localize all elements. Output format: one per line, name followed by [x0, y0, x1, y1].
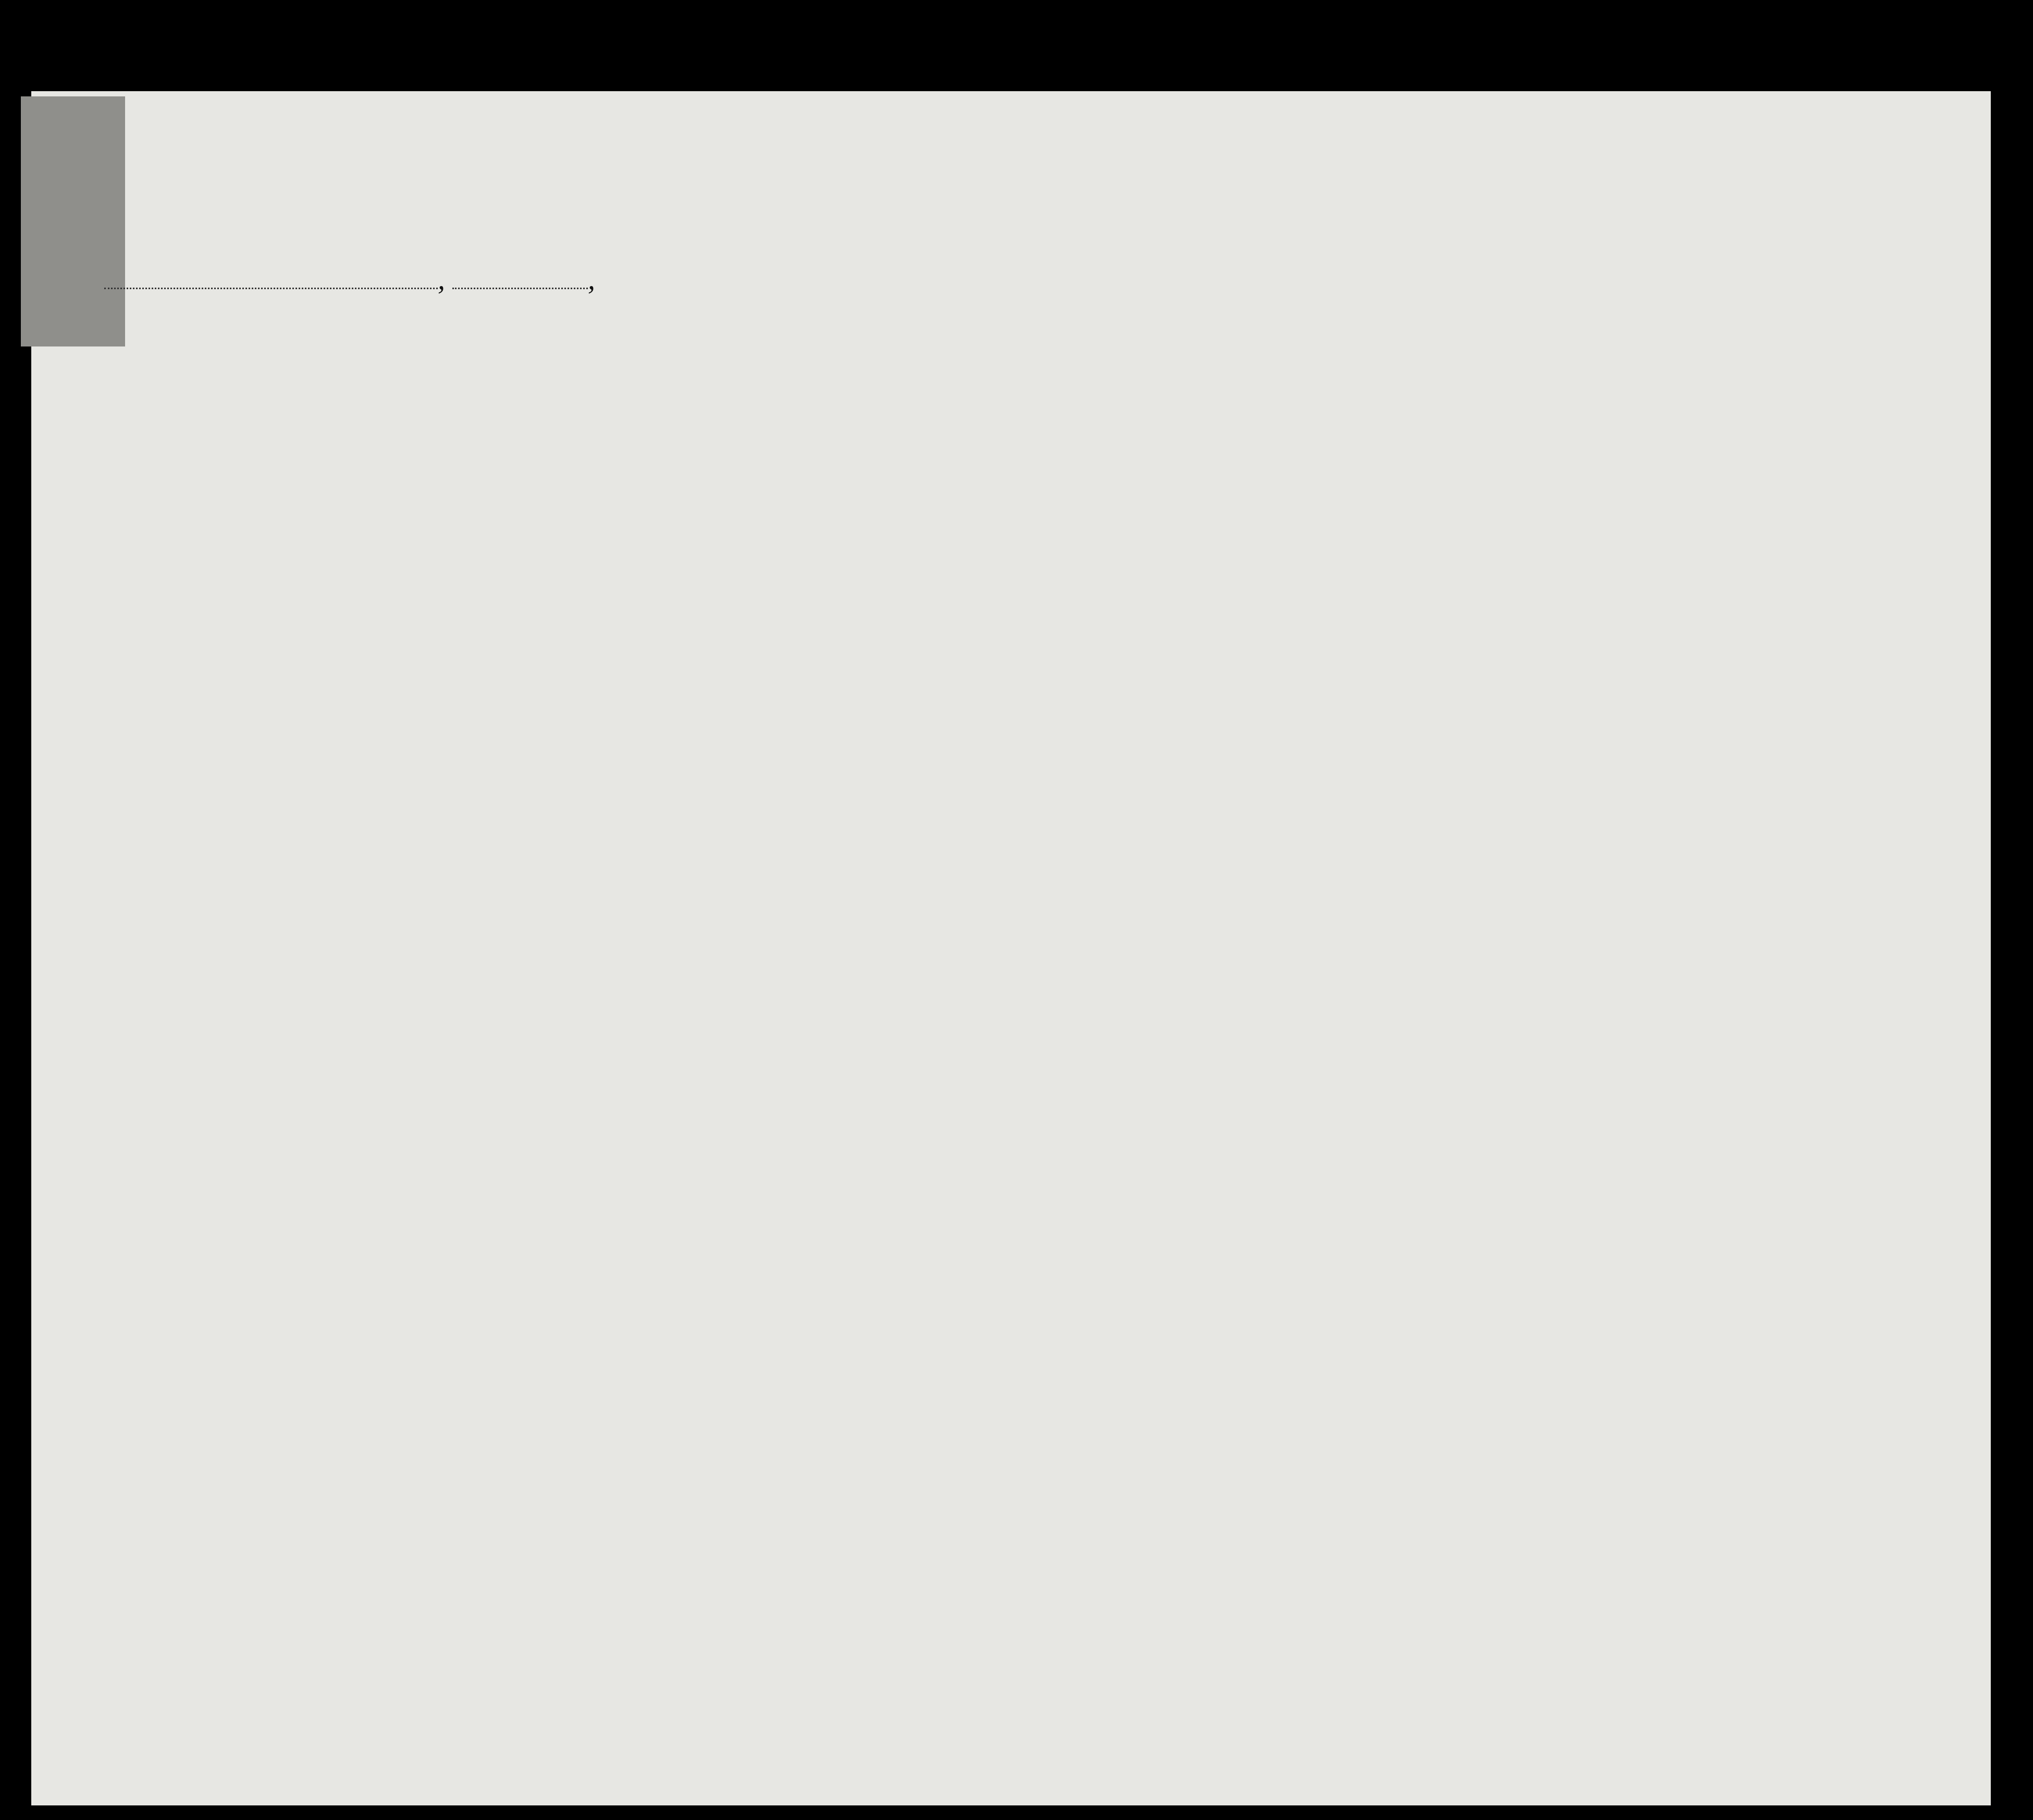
arrival-line: , ,	[104, 263, 595, 296]
manifest-sheet	[31, 91, 1991, 1805]
binding-tab	[21, 96, 125, 346]
